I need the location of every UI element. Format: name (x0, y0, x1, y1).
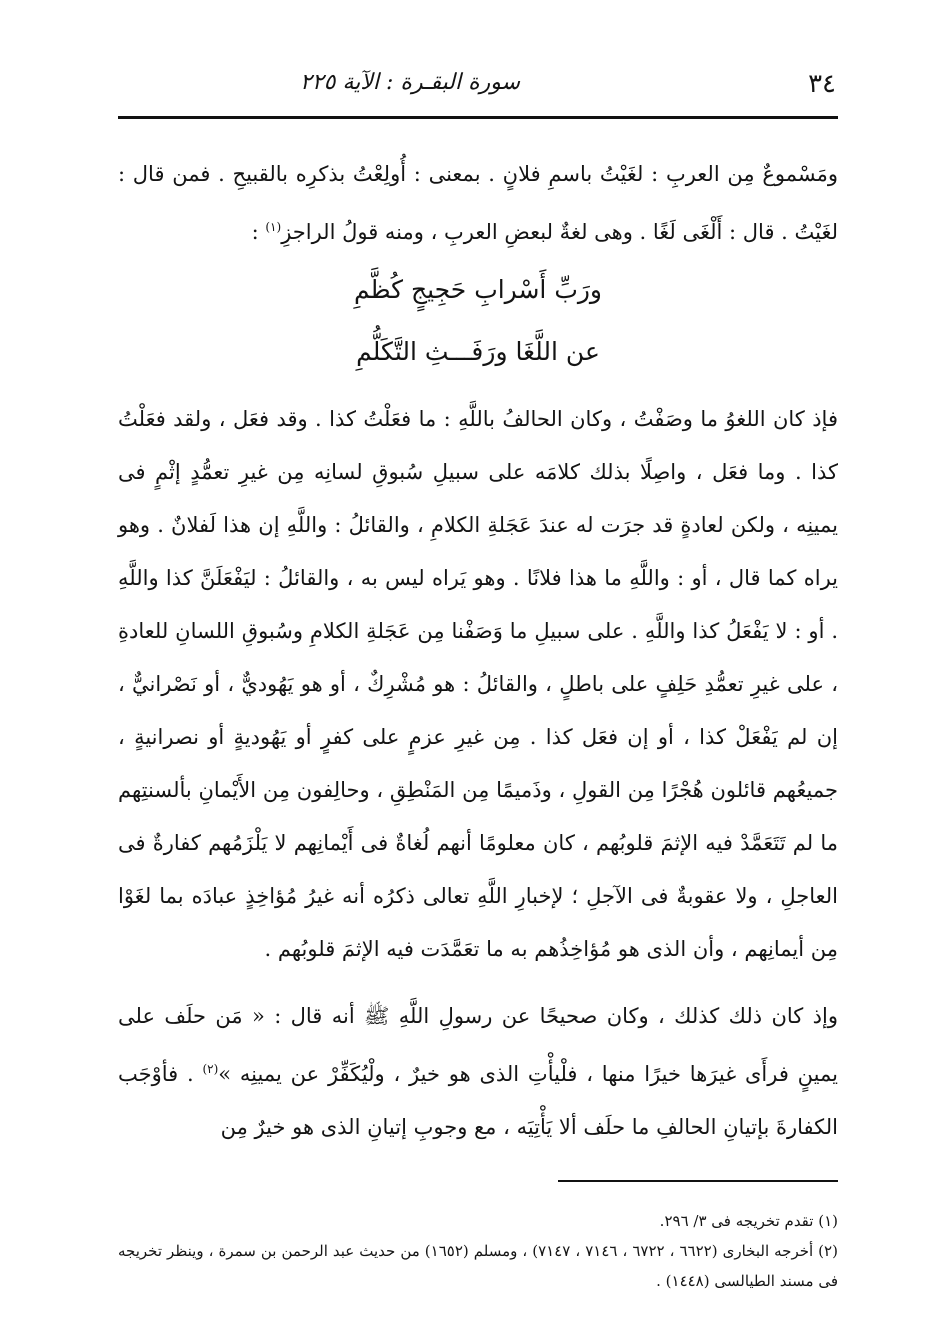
page-number: ٣٤ (808, 69, 836, 99)
main-text (118, 148, 838, 1154)
footnote-2: (٢) أخرجه البخارى (٦٦٢٢ ، ٦٧٢٢ ، ٧١٤٦ ، ٧١٤٧) ، ومسلم (١٦٥٢) من حديث عبد الرحمن بن سمرة ، وينظر تخريجه فى مسند الطيالسى (١٤٤٨) . (118, 1242, 838, 1290)
paragraph-3-text: وإذ كان ذلك كذلك ، وكان صحيحًا عن رسولِ اللَّهِ ﷺ أنه قال : « مَن حلَف على يمينٍ فرأَى غيرَها خيرًا منها ، فلْيأْتِ الذى هو خيرٌ ، ولْيُكَفِّرْ عن يمينِه » (118, 1004, 838, 1086)
paragraph-1-end: : (251, 220, 266, 244)
spacer (118, 976, 838, 990)
spacer (118, 383, 838, 393)
running-title: سورة البقـرة : الآية ٢٢٥ (300, 70, 521, 95)
footnote-ref-2: (٢) (202, 1062, 219, 1076)
header-rule (118, 116, 838, 119)
paragraph-2: فإذ كان اللغوُ ما وصَفْتُ ، وكان الحالفُ باللَّهِ : ما فعَلْتُ كذا . وقد فعَل ، ولقد فعَلْتُ كذا . وما فعَل ، واصِلًا بذلك كلامَه على سبيلِ سُبوقِ لسانِه مِن غيرِ تعمُّدٍ إثْمٍ فى يمينِه ، ولكن لعادةٍ قد جرَت له عندَ عَجَلةِ الكلامِ ، والقائلُ : واللَّهِ إن هذا لَفلانٌ . وهو يراه كما قال ، أو : واللَّهِ ما هذا فلانًا . وهو يَراه ليس به ، والقائلُ : ليَفْعَلَنَّ كذا واللَّهِ . أو : لا يَفْعَلُ كذا واللَّهِ . على سبيلِ ما وَصَفْنا مِن عَجَلةِ الكلامِ وسُبوقِ اللسانِ للعادةِ ، على غيرِ تعمُّدِ حَلِفٍ على باطلٍ ، والقائلُ : هو مُشْرِكٌ ، أو هو يَهُوديٌّ ، أو نَصْرانيٌّ ، إن لم يَفْعَلْ كذا ، أو إن فعَل كذا . مِن غيرِ عزمٍ على كفرٍ أو يَهُوديةٍ أو نصرانيةٍ ، جميعُهم قائلون هُجْرًا مِن القولِ ، وذَميمًا مِن المَنْطِقِ ، وحالِفون مِن الأَيْمانِ بألسنتِهم ما لم تَتَعَمَّدْ فيه الإثمَ قلوبُهم ، كان معلومًا أنهم لُغاةٌ فى أَيْمانِهم لا يَلْزَمُهم كفارةٌ فى العاجلِ ، ولا عقوبةٌ فى الآجلِ ؛ لإخبارِ اللَّهِ تعالى ذكرُه أنه غيرُ مُؤاخِذٍ عبادَه بما لغَوْا مِن أيمانِهم ، وأن الذى هو مُؤاخِذُهم به ما تعَمَّدَت فيه الإثمَ قلوبُهم . (118, 407, 839, 961)
footnotes (118, 1206, 838, 1296)
verse-2: عن اللَّغَا ورَفَـــثِ التَّكَلُّمِ (356, 337, 600, 366)
verse-1: ورَبِّ أَسْرابِ حَجِيجٍ كُظَّمِ (353, 275, 602, 304)
footnote-1: (١) تقدم تخريجه فى ٣/ ٢٩٦. (659, 1212, 838, 1230)
paragraph-3 (118, 990, 838, 1154)
paragraph-3-end: . فأوْجَب الكفارةَ بإتيانِ الحالفِ ما حلَف ألا يَأْتِيَه ، مع وجوبِ إتيانِ الذى هو خيرٌ مِن (118, 1062, 838, 1139)
footnote-ref-1: (١) (265, 220, 282, 234)
poem (118, 259, 838, 383)
paragraph-1 (118, 148, 838, 259)
paragraph-1-text: ومَسْموعٌ مِن العربِ : لغَيْتُ باسمِ فلانٍ . بمعنى : أُولِعْتُ بذكرِه بالقبيحِ . فمن قال : لغَيْتُ . قال : أَلْغَى لَغًا . وهى لغةٌ لبعضِ العربِ ، ومنه قولُ الراجزِ (118, 162, 838, 244)
footnote-rule (558, 1180, 838, 1182)
page-header (120, 62, 836, 106)
